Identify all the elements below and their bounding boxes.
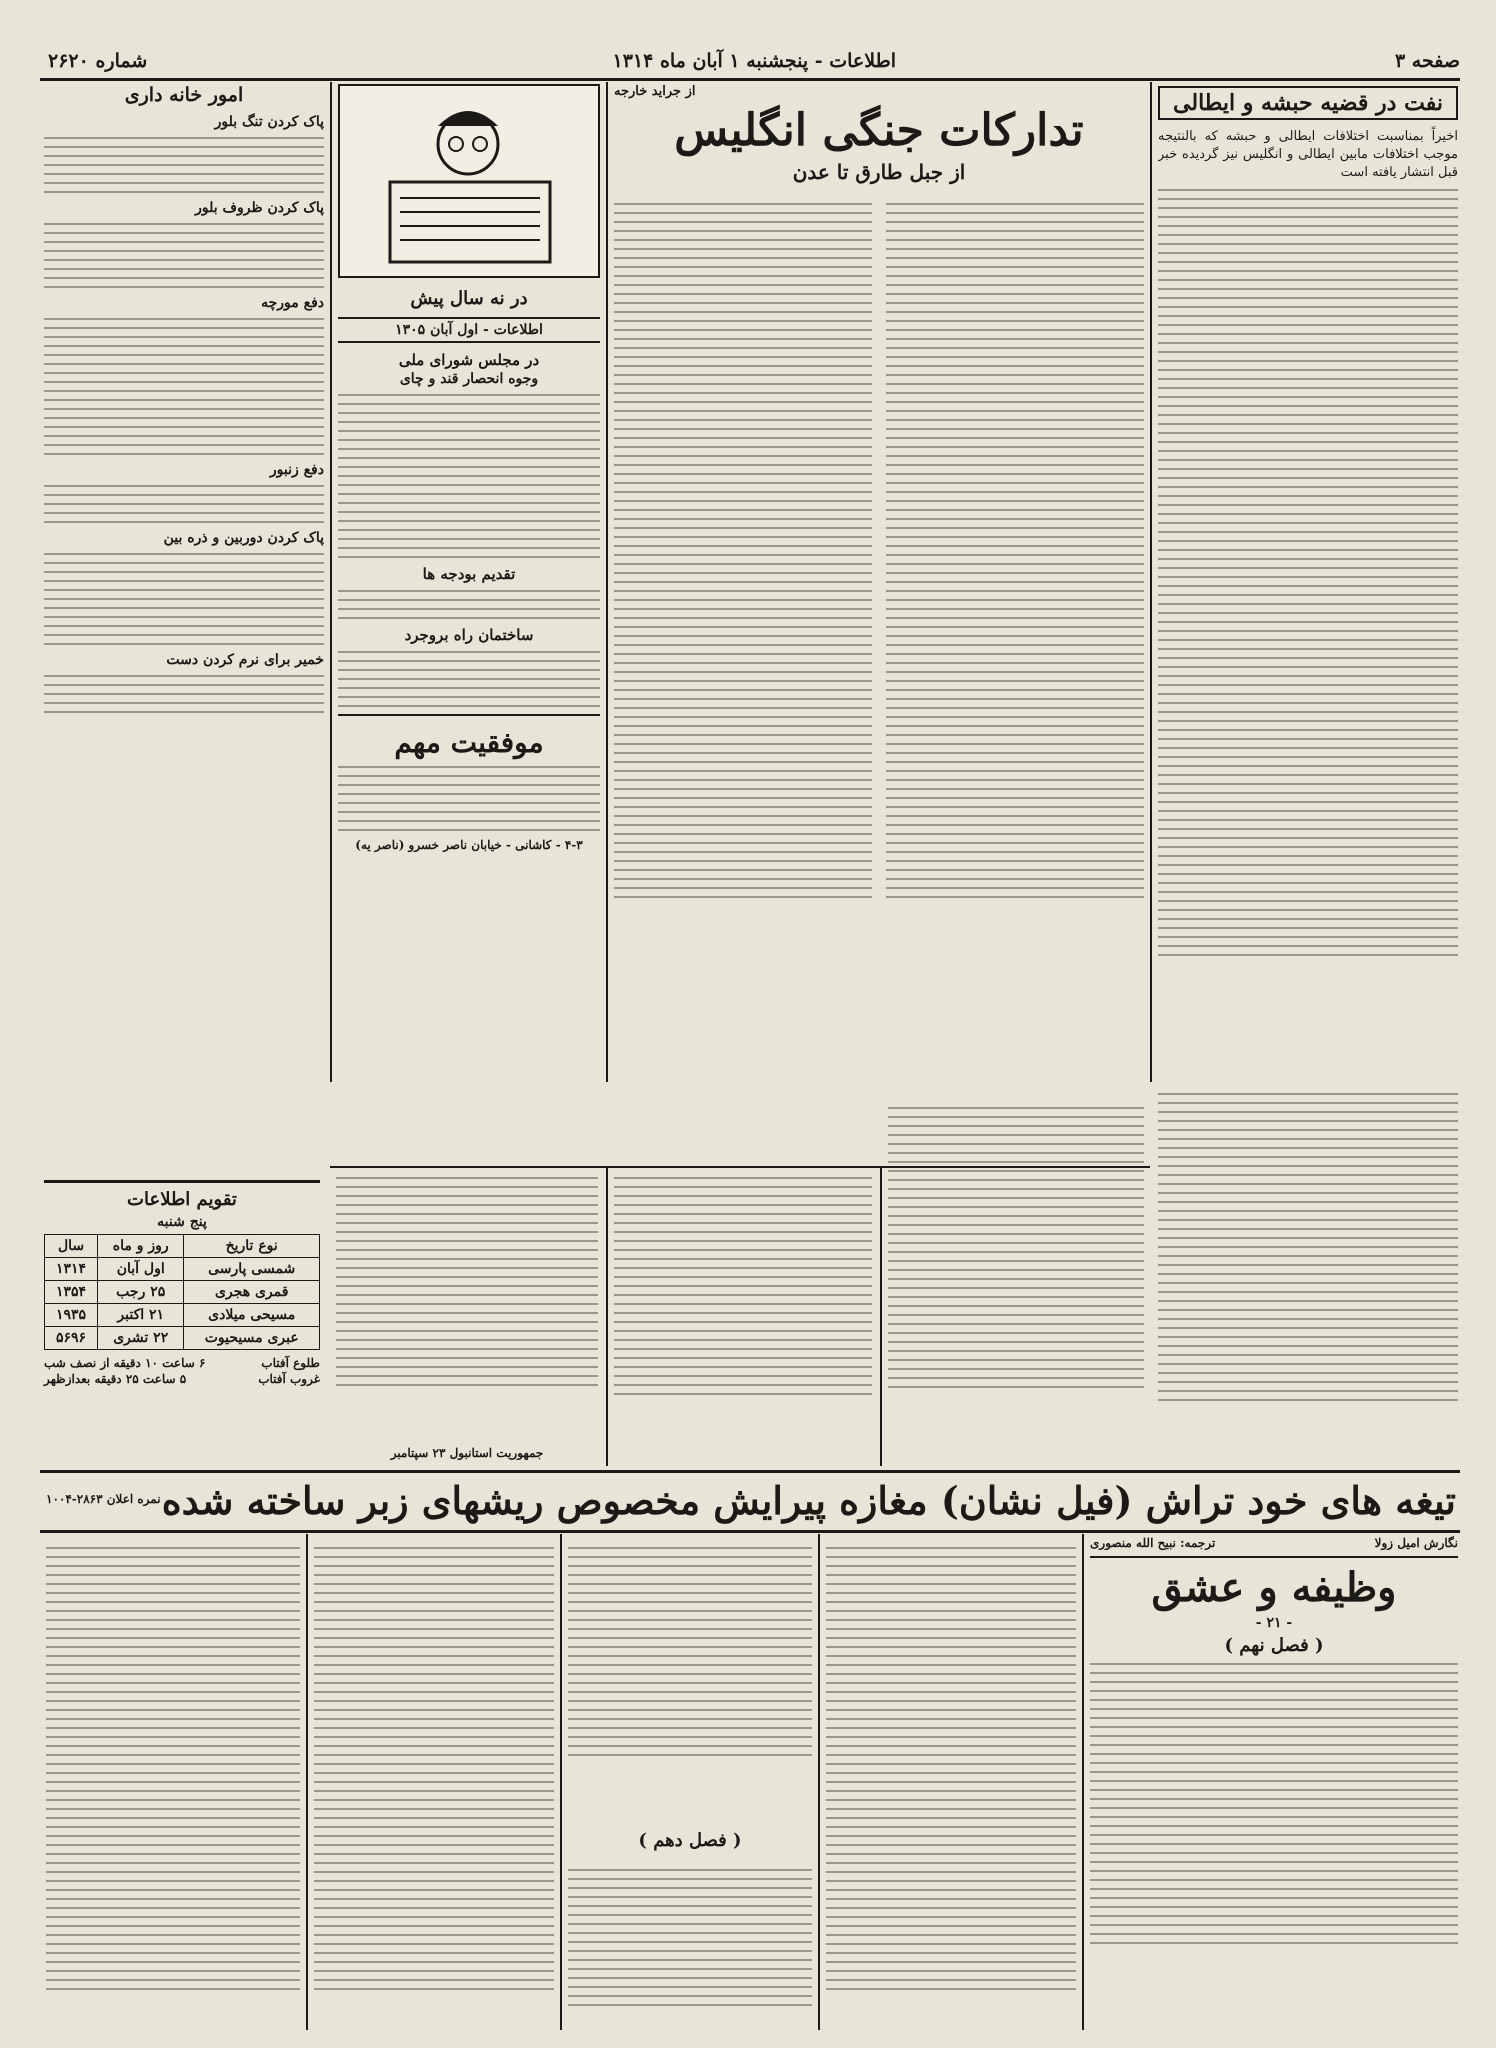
serial-author: نگارش امیل زولا: [1374, 1536, 1458, 1550]
majlis-text: [338, 394, 600, 558]
article-headline: تدارکات جنگی انگلیس: [674, 105, 1084, 156]
majlis-subtitle: وجوه انحصار قند و چای: [399, 371, 539, 387]
col-separator: [606, 82, 608, 1082]
sunrise-time: ۶ ساعت ۱۰ دقیقه از نصف شب: [44, 1356, 206, 1370]
table-row: [45, 1258, 320, 1281]
household-sub-5: پاک کردن دوربین و ذره بین: [163, 530, 324, 546]
nine-years-ago-date: اطلاعات - اول آبان ۱۳۰۵: [338, 317, 600, 343]
lower-text-2: [614, 1170, 872, 1402]
household-sub-6: خمیر برای نرم کردن دست: [166, 652, 324, 668]
calendar-cell: ۱۳۵۴: [45, 1281, 98, 1304]
serial-column-4: [314, 1540, 554, 1997]
shop-address: ۴-۳ - کاشانی - خیابان ناصر خسرو (ناصر یه): [355, 838, 583, 852]
road-text: [338, 651, 600, 707]
lower-text-4: [1158, 1086, 1458, 1408]
nine-years-ago-title: در نه سال پیش: [410, 288, 528, 309]
left-column: [44, 84, 324, 1144]
serial-column-2: [826, 1540, 1076, 1997]
budget-heading: تقدیم بودجه ها: [422, 565, 516, 583]
col-separator: [818, 1534, 820, 2030]
article-column-right: [886, 196, 1144, 905]
calendar-header: نوع تاریخ: [184, 1235, 320, 1258]
main-article: [614, 84, 1144, 1080]
serial-chapter: ( فصل نهم ): [1224, 1635, 1324, 1656]
calendar-cell: مسیحی میلادی: [184, 1304, 320, 1327]
calendar-title: تقویم اطلاعات: [127, 1189, 237, 1210]
household-text-6: [44, 675, 324, 713]
important-success-title: موفقیت مهم: [394, 726, 544, 759]
serial-number: - ۲۱ -: [1255, 1615, 1293, 1631]
household-text-3: [44, 318, 324, 455]
calendar-header: سال: [45, 1235, 98, 1258]
household-text-2: [44, 223, 324, 288]
sunset-time: ۵ ساعت ۲۵ دقیقه بعدازظهر: [44, 1372, 187, 1386]
article-subtitle: از جبل طارق تا عدن: [792, 160, 966, 184]
lower-text-3: [888, 1100, 1144, 1395]
serial-translator: ترجمه: نبیح الله منصوری: [1090, 1536, 1216, 1550]
right-column-intro: اخیراً بمناسبت اختلافات ایطالی و حبشه که بالنتیجه موجب اختلافات مابین ایطالی و انگلیس نیز گردیده خبر قبل انتشار یافته است: [1158, 129, 1458, 180]
razor-blade-banner: تیغه های خود تراش (فیل نشان) مغازه پیرایش مخصوص ریشهای زبر ساخته شده: [161, 1478, 1456, 1523]
issue-number: شماره ۲۶۲۰: [48, 50, 148, 72]
banner-rule-bottom: [40, 1530, 1460, 1533]
sunset-label: غروب آفتاب: [258, 1372, 320, 1386]
masthead-date: اطلاعات - پنجشنبه ۱ آبان ماه ۱۳۱۴: [612, 50, 896, 72]
right-column-text: [1158, 189, 1458, 956]
serial-column-5: [46, 1540, 300, 1997]
calendar-cell: ۱۳۱۴: [45, 1258, 98, 1281]
household-sub-1: پاک کردن تنگ بلور: [214, 114, 324, 130]
calendar-cell: ۵۶۹۶: [45, 1327, 98, 1350]
calendar-cell: اول آبان: [98, 1258, 184, 1281]
household-sub-2: پاک کردن ظروف بلور: [195, 200, 324, 216]
serial-story: [1090, 1536, 1458, 1951]
calendar-header: روز و ماه: [98, 1235, 184, 1258]
serial-column-3b: [568, 1862, 812, 2013]
article-column-left: [614, 196, 872, 905]
calendar-cell: ۱۹۳۵: [45, 1304, 98, 1327]
serial-title: وظیفه و عشق: [1090, 1556, 1458, 1611]
col-separator: [330, 82, 332, 1082]
household-text-1: [44, 137, 324, 193]
calendar-cell: ۲۱ اکتبر: [98, 1304, 184, 1327]
road-heading: ساختمان راه بروجرد: [404, 626, 534, 644]
man-reading-newspaper-icon: [340, 86, 598, 272]
calendar-cell: عبری مسیحیوت: [184, 1327, 320, 1350]
header-rule: [40, 78, 1460, 81]
col-separator: [880, 1166, 882, 1466]
lower-text-1: [336, 1170, 598, 1393]
col-separator: [306, 1534, 308, 2030]
household-sub-3: دفع مورچه: [261, 295, 324, 311]
calendar-cell: ۲۵ رجب: [98, 1281, 184, 1304]
calendar-table: [44, 1234, 320, 1350]
success-ad-text: [338, 766, 600, 831]
article-kicker: از جراید خارجه: [614, 84, 696, 99]
banner-ad-number: نمره اعلان ۲۸۶۳-۱۰۰۴: [46, 1492, 161, 1506]
col-separator: [1082, 1534, 1084, 2030]
serial-text: [1090, 1663, 1458, 1944]
calendar-box: [44, 1180, 320, 1386]
calendar-cell: قمری هجری: [184, 1281, 320, 1304]
table-row: [45, 1304, 320, 1327]
col-separator: [606, 1166, 608, 1466]
page-number: صفحه ۳: [1394, 50, 1460, 72]
lower-caption: جمهوریت استانبول ۲۳ سپتامبر: [390, 1446, 544, 1460]
right-column: [1158, 86, 1458, 1076]
household-text-5: [44, 553, 324, 645]
col-separator: [560, 1534, 562, 2030]
banner-rule-top: [40, 1470, 1460, 1473]
serial-chapter-ten: ( فصل دهم ): [638, 1830, 742, 1851]
majlis-title: در مجلس شورای ملی: [398, 351, 540, 369]
budget-text: [338, 590, 600, 619]
serial-column-3a: [568, 1540, 812, 1763]
col-separator: [1150, 82, 1152, 1082]
calendar-cell: ۲۲ تشری: [98, 1327, 184, 1350]
sunrise-label: طلوع آفتاب: [261, 1356, 320, 1370]
household-title: امور خانه داری: [124, 84, 244, 106]
middle-left-column: [338, 84, 600, 1084]
table-row: [45, 1281, 320, 1304]
table-row: [45, 1327, 320, 1350]
right-column-title: نفت در قضیه حبشه و ایطالی: [1158, 86, 1458, 120]
calendar-day: پنج شنبه: [157, 1214, 207, 1230]
illustration-reader: [338, 84, 600, 278]
household-text-4: [44, 485, 324, 523]
household-sub-4: دفع زنبور: [269, 462, 324, 478]
calendar-cell: شمسی پارسی: [184, 1258, 320, 1281]
